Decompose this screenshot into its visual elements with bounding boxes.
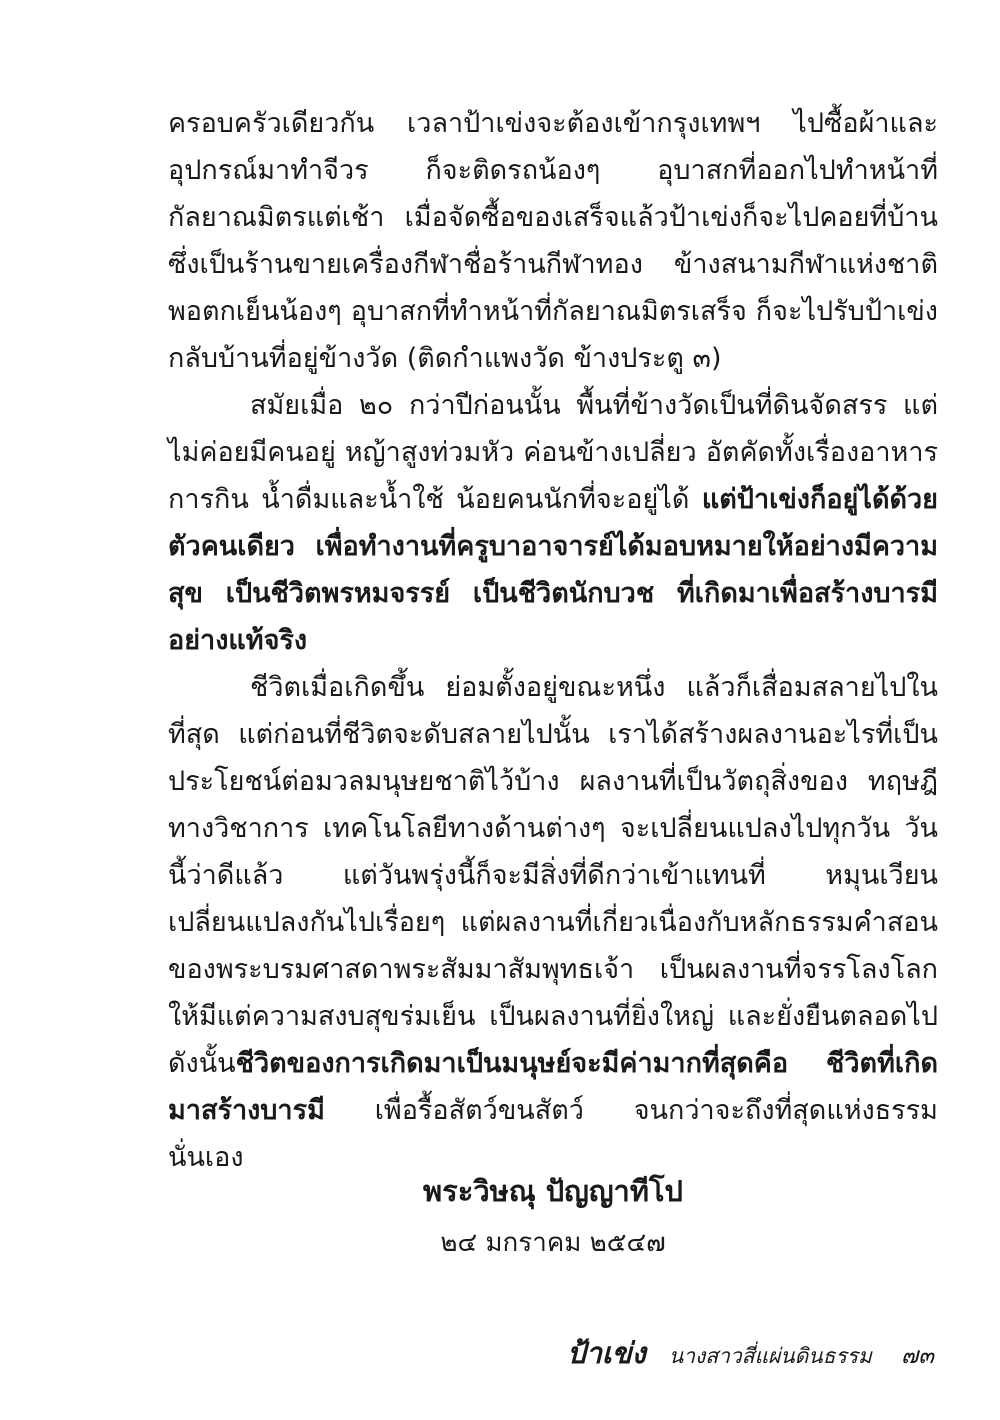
footer-author-name: ป้าเข่ง xyxy=(567,1336,646,1370)
signature-date: ๒๔ มกราคม ๒๕๔๗ xyxy=(440,1228,666,1258)
paragraph-3-tail-text: เพื่อรื้อสัตว์ขนสัตว์ จนกว่าจะถึงที่สุดแห่งธรรม นั่นเอง xyxy=(168,1095,938,1173)
paragraph-3 xyxy=(168,664,938,1181)
signature-name: พระวิษณุ ปัญญาทีโป xyxy=(423,1174,683,1208)
document-body xyxy=(168,100,938,1181)
footer-book-title: นางสาวสี่แผ่นดินธรรม xyxy=(668,1344,872,1368)
page-footer xyxy=(567,1330,934,1376)
page-number: ๗๓ xyxy=(900,1343,934,1369)
paragraph-3-bold-text: ชีวิตของการเกิดมาเป็นมนุษย์จะมีค่ามากที่สุดคือ ชีวิตที่เกิดมาสร้างบารมี xyxy=(168,1048,938,1126)
paragraph-2 xyxy=(168,382,938,664)
paragraph-2-bold-text: แต่ป้าเข่งก็อยู่ได้ด้วยตัวคนเดียว เพื่อทำงานที่ครูบาอาจารย์ได้มอบหมายให้อย่างมีความสุข เป็นชีวิตพรหมจรรย์ เป็นชีวิตนักบวช ที่เกิดมาเพื่อสร้างบารมีอย่างแท้จริง xyxy=(168,484,938,656)
paragraph-1 xyxy=(168,100,938,382)
paragraph-2-text: สมัยเมื่อ ๒๐ กว่าปีก่อนนั้น พื้นที่ข้างวัดเป็นที่ดินจัดสรร แต่ไม่ค่อยมีคนอยู่ หญ้าสูงท่วมหัว ค่อนข้างเปลี่ยว อัตคัดทั้งเรื่องอาหารการกิน น้ำดื่มและน้ำใช้ น้อยคนนักที่จะอยู่ได้ xyxy=(168,390,938,515)
paragraph-1-text: ครอบครัวเดียวกัน เวลาป้าเข่งจะต้องเข้ากรุงเทพฯ ไปซื้อผ้าและอุปกรณ์มาทำจีวร ก็จะติดรถน้องๆ อุบาสกที่ออกไปทำหน้าที่กัลยาณมิตรแต่เช้า เมื่อจัดซื้อของเสร็จแล้วป้าเข่งก็จะไปคอยที่บ้านซึ่งเป็นร้านขายเครื่องกีฬาชื่อร้านกีฬาทอง ข้างสนามกีฬาแห่งชาติ พอตกเย็นน้องๆ อุบาสกที่ทำหน้าที่กัลยาณมิตรเสร็จ ก็จะไปรับป้าเข่งกลับบ้านที่อยู่ข้างวัด (ติดกำแพงวัด ข้างประตู ๓) xyxy=(168,108,938,374)
paragraph-3-text: ชีวิตเมื่อเกิดขึ้น ย่อมตั้งอยู่ขณะหนึ่ง แล้วก็เสื่อมสลายไปในที่สุด แต่ก่อนที่ชีวิตจะดับสลายไปนั้น เราได้สร้างผลงานอะไรที่เป็นประโยชน์ต่อมวลมนุษยชาติไว้บ้าง ผลงานที่เป็นวัตถุสิ่งของ ทฤษฎีทางวิชาการ เทคโนโลยีทางด้านต่างๆ จะเปลี่ยนแปลงไปทุกวัน วันนี้ว่าดีแล้ว แต่วันพรุ่งนี้ก็จะมีสิ่งที่ดีกว่าเข้าแทนที่ หมุนเวียนเปลี่ยนแปลงกันไปเรื่อยๆ แต่ผลงานที่เกี่ยวเนื่องกับหลักธรรมคำสอนของพระบรมศาสดาพระสัมมาสัมพุทธเจ้า เป็นผลงานที่จรรโลงโลก ให้มีแต่ความสงบสุขร่มเย็น เป็นผลงานที่ยิ่งใหญ่ และยั่งยืนตลอดไป ดังนั้น xyxy=(168,672,938,1079)
